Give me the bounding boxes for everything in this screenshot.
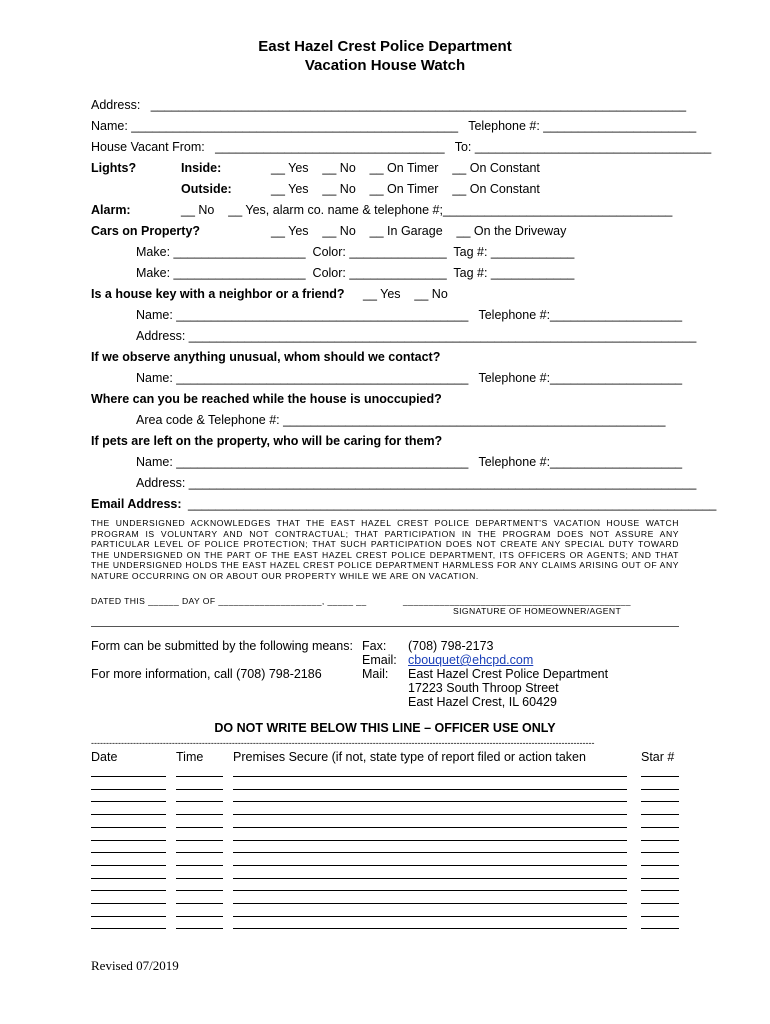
car2-field[interactable]: Make: ___________________ Color: ______________ Tag #: ____________ — [136, 266, 575, 280]
reach-phone-field[interactable]: Area code & Telephone #: _______________________________________________________ — [136, 413, 666, 427]
divider — [91, 626, 679, 627]
col-star: Star # — [641, 750, 675, 764]
log-entry-line[interactable] — [233, 916, 627, 917]
reach-question: Where can you be reached while the house is unoccupied? — [91, 392, 442, 406]
log-entry-line[interactable] — [641, 814, 679, 815]
col-premises: Premises Secure (if not, state type of report filed or action taken — [233, 750, 586, 764]
log-entry-line[interactable] — [641, 890, 679, 891]
key-options[interactable]: __ Yes __ No — [363, 287, 448, 301]
address-field[interactable]: Address: _____________________________________________________________________________ — [91, 98, 687, 112]
unusual-question: If we observe anything unusual, whom should we contact? — [91, 350, 441, 364]
signature-line[interactable]: ____________________________________________ — [403, 596, 631, 606]
form-title: East Hazel Crest Police Department — [258, 38, 512, 55]
mail-line-2: 17223 South Throop Street — [408, 681, 559, 695]
car1-field[interactable]: Make: ___________________ Color: ______________ Tag #: ____________ — [136, 245, 575, 259]
log-entry-line[interactable] — [176, 928, 223, 929]
dated-line[interactable]: DATED THIS ______ DAY OF ____________________, _____ __ — [91, 596, 367, 606]
log-entry-line[interactable] — [91, 903, 166, 904]
log-entry-line[interactable] — [91, 852, 166, 853]
email-label: Email Address: — [91, 497, 182, 511]
officer-heading: DO NOT WRITE BELOW THIS LINE – OFFICER USE ONLY — [214, 721, 556, 735]
col-time: Time — [176, 750, 204, 764]
log-entry-line[interactable] — [91, 840, 166, 841]
log-entry-line[interactable] — [176, 840, 223, 841]
log-entry-line[interactable] — [641, 865, 679, 866]
log-entry-line[interactable] — [176, 865, 223, 866]
log-entry-line[interactable] — [176, 903, 223, 904]
log-entry-line[interactable] — [91, 916, 166, 917]
log-entry-line[interactable] — [641, 852, 679, 853]
log-entry-line[interactable] — [176, 789, 223, 790]
email-link[interactable]: cbouquet@ehcpd.com — [408, 653, 534, 667]
log-entry-line[interactable] — [233, 878, 627, 879]
signature-label: SIGNATURE OF HOMEOWNER/AGENT — [453, 606, 622, 616]
log-entry-line[interactable] — [91, 878, 166, 879]
log-entry-line[interactable] — [91, 789, 166, 790]
revised-date: Revised 07/2019 — [91, 958, 179, 973]
log-entry-line[interactable] — [233, 801, 627, 802]
form-subtitle: Vacation House Watch — [304, 57, 466, 74]
log-entry-line[interactable] — [91, 776, 166, 777]
log-entry-line[interactable] — [176, 878, 223, 879]
acknowledgement-text: THE UNDERSIGNED ACKNOWLEDGES THAT THE EAST HAZEL CREST POLICE DEPARTMENT'S VACATION HOUSE WATCH PROGRAM IS VOLUNTARY AND NOT CONTRACTUAL; THAT PARTICIPATION IN THE PROGRAM DOES NOT ASSURE ANY PARTICULAR LEVEL OF POLICE PROTECTION; THAT SUCH PARTICIPATION DOES NOT CREATE ANY SPECIAL DUTY TOWARD THE UNDERSIGNED ON THE PART OF THE EAST HAZEL CREST POLICE DEPARTMENT, ITS OFFICERS OR AGENTS; AND THAT THE UNDERSIGNED HOLDS THE EAST HAZEL CREST POLICE DEPARTMENT HARMLESS FOR ANY CLAIMS ARISING OUT OF ANY NATURE OCCURRING ON OR ABOUT OUR PROPERTY WHILE WE ARE ON VACATION. — [91, 518, 679, 581]
log-entry-line[interactable] — [641, 840, 679, 841]
inside-label: Inside: — [181, 161, 222, 175]
mail-line-1: East Hazel Crest Police Department — [408, 667, 609, 681]
log-entry-line[interactable] — [233, 903, 627, 904]
inside-options[interactable]: __ Yes __ No __ On Timer __ On Constant — [271, 161, 540, 175]
log-entry-line[interactable] — [176, 776, 223, 777]
fax-label: Fax: — [362, 639, 387, 653]
pets-address-field[interactable]: Address: _________________________________________________________________________ — [136, 476, 697, 490]
log-entry-line[interactable] — [176, 801, 223, 802]
log-entry-line[interactable] — [233, 827, 627, 828]
log-entry-line[interactable] — [91, 865, 166, 866]
log-entry-line[interactable] — [233, 814, 627, 815]
lights-label: Lights? — [91, 161, 137, 175]
log-entry-line[interactable] — [91, 814, 166, 815]
log-entry-line[interactable] — [91, 890, 166, 891]
alarm-options[interactable]: __ No __ Yes, alarm co. name & telephone #;_________________________________ — [181, 203, 673, 217]
log-entry-line[interactable] — [641, 878, 679, 879]
log-entry-line[interactable] — [91, 928, 166, 929]
log-entry-line[interactable] — [176, 890, 223, 891]
more-info: For more information, call (708) 798-2186 — [91, 667, 322, 681]
log-entry-line[interactable] — [641, 928, 679, 929]
log-entry-line[interactable] — [176, 814, 223, 815]
log-entry-line[interactable] — [176, 916, 223, 917]
name-phone-field[interactable]: Name: _______________________________________________ Telephone #: ______________________ — [91, 119, 697, 133]
pets-name-field[interactable]: Name: __________________________________________ Telephone #:___________________ — [136, 455, 683, 469]
dashed-separator: ------------------------------------------------------------------------------------------------------------------------------------------------------------------------ — [91, 739, 595, 748]
log-entry-line[interactable] — [641, 801, 679, 802]
col-date: Date — [91, 750, 118, 764]
log-entry-line[interactable] — [233, 865, 627, 866]
unusual-name-field[interactable]: Name: __________________________________________ Telephone #:___________________ — [136, 371, 683, 385]
key-name-field[interactable]: Name: __________________________________________ Telephone #:___________________ — [136, 308, 683, 322]
log-entry-line[interactable] — [641, 776, 679, 777]
log-entry-line[interactable] — [641, 827, 679, 828]
log-entry-line[interactable] — [176, 827, 223, 828]
pets-question: If pets are left on the property, who will be caring for them? — [91, 434, 443, 448]
mail-label: Mail: — [362, 667, 389, 681]
cars-options[interactable]: __ Yes __ No __ In Garage __ On the Driveway — [271, 224, 567, 238]
log-entry-line[interactable] — [91, 827, 166, 828]
log-entry-line[interactable] — [641, 916, 679, 917]
cars-label: Cars on Property? — [91, 224, 201, 238]
key-question: Is a house key with a neighbor or a friend? — [91, 287, 345, 301]
log-entry-line[interactable] — [91, 801, 166, 802]
log-entry-line[interactable] — [233, 928, 627, 929]
log-entry-line[interactable] — [641, 903, 679, 904]
log-entry-line[interactable] — [233, 840, 627, 841]
log-entry-line[interactable] — [176, 852, 223, 853]
log-entry-line[interactable] — [233, 852, 627, 853]
log-entry-line[interactable] — [233, 890, 627, 891]
log-entry-line[interactable] — [233, 776, 627, 777]
key-address-field[interactable]: Address: _________________________________________________________________________ — [136, 329, 697, 343]
log-entry-line[interactable] — [641, 789, 679, 790]
alarm-label: Alarm: — [91, 203, 131, 217]
vacant-dates-field[interactable]: House Vacant From: _________________________________ To: __________________________________ — [91, 140, 712, 154]
fax-value: (708) 798-2173 — [408, 639, 494, 653]
email-contact-label: Email: — [362, 653, 397, 667]
outside-label: Outside: — [181, 182, 232, 196]
submit-means: Form can be submitted by the following means: — [91, 639, 353, 653]
email-field[interactable]: ____________________________________________________________________________ — [188, 497, 717, 511]
log-entry-line[interactable] — [233, 789, 627, 790]
mail-line-3: East Hazel Crest, IL 60429 — [408, 695, 557, 709]
outside-options[interactable]: __ Yes __ No __ On Timer __ On Constant — [271, 182, 540, 196]
